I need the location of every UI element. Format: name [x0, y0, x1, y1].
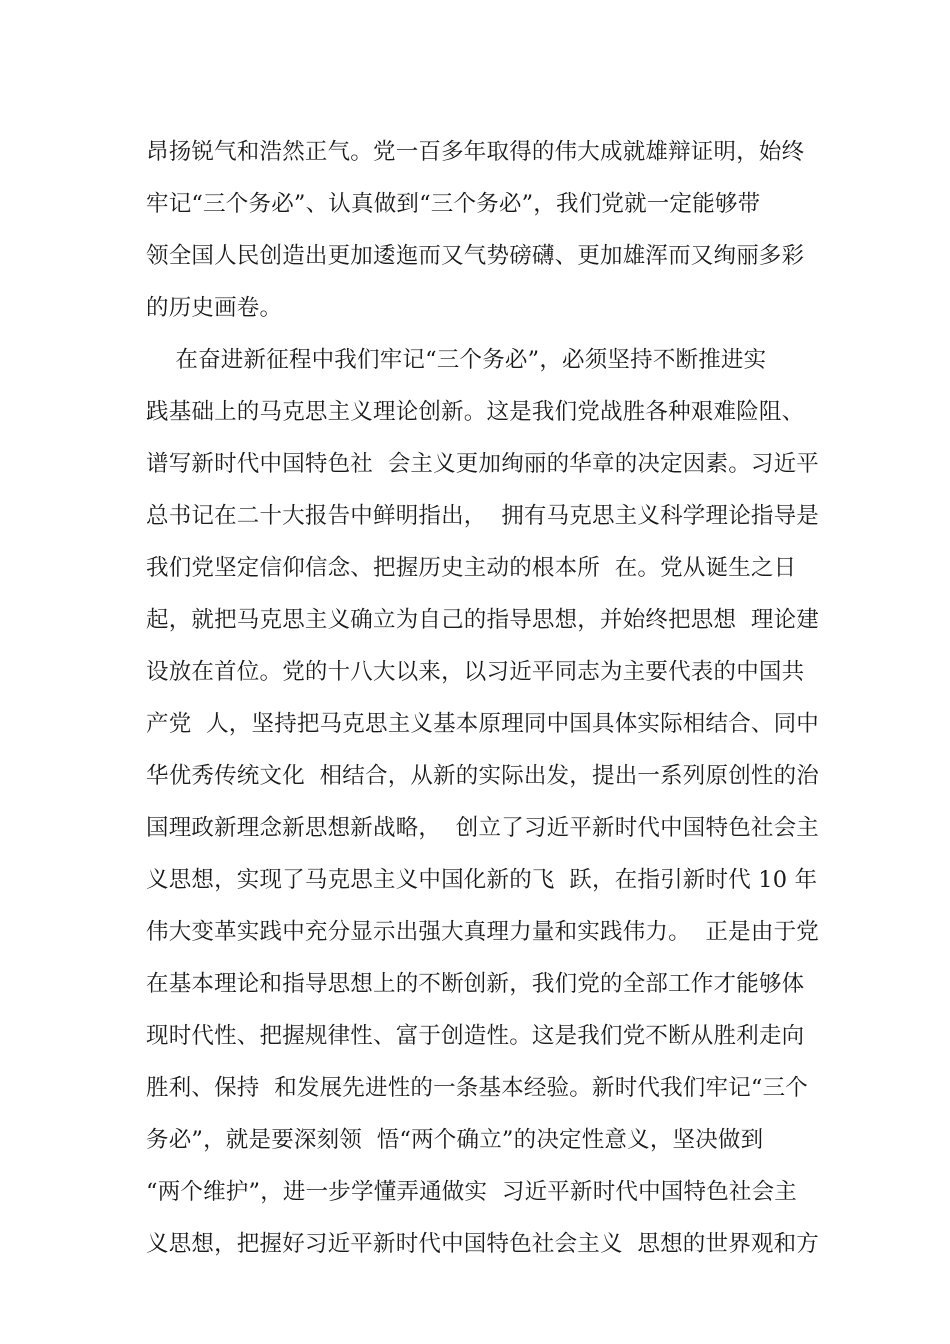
text-line: 领全国人民创造出更加逶迤而又气势磅礴、更加雄浑而又绚丽多彩: [146, 243, 805, 269]
text-line: 在基本理论和指导思想上的不断创新，我们党的全部工作才能够体: [146, 971, 805, 997]
text-line: 昂扬锐气和浩然正气。党一百多年取得的伟大成就雄辩证明，始终: [146, 139, 805, 165]
text-line: 华优秀传统文化 相结合，从新的实际出发，提出一系列原创性的治: [146, 763, 820, 789]
text-line: 践基础上的马克思主义理论创新。这是我们党战胜各种艰难险阻、: [146, 399, 805, 425]
text-line: 产党 人，坚持把马克思主义基本原理同中国具体实际相结合、同中: [146, 711, 820, 737]
text-line: 义思想，实现了马克思主义中国化新的飞 跃，在指引新时代 10 年: [146, 867, 818, 893]
text-line: 胜利、保持 和发展先进性的一条基本经验。新时代我们牢记“三个: [146, 1075, 809, 1101]
text-line: 牢记“三个务必”、认真做到“三个务必”，我们党就一定能够带: [146, 191, 761, 217]
text-line: 谱写新时代中国特色社 会主义更加绚丽的华章的决定因素。习近平: [146, 451, 820, 477]
text-line: 务必”，就是要深刻领 悟“两个确立”的决定性意义，坚决做到: [146, 1127, 764, 1153]
text-line: 起，就把马克思主义确立为自己的指导思想，并始终把思想 理论建: [146, 607, 820, 633]
text-line: 总书记在二十大报告中鲜明指出， 拥有马克思主义科学理论指导是: [146, 503, 820, 529]
body-text: [146, 130, 826, 1274]
text-line: 义思想，把握好习近平新时代中国特色社会主义 思想的世界观和方: [146, 1231, 820, 1257]
text-line: 在奋进新征程中我们牢记“三个务必”，必须坚持不断推进实: [146, 347, 767, 373]
text-line: 我们党坚定信仰信念、把握历史主动的根本所 在。党从诞生之日: [146, 555, 797, 581]
text-line: 的历史画卷。: [146, 295, 283, 321]
text-line: “两个维护”，进一步学懂弄通做实 习近平新时代中国特色社会主: [146, 1179, 798, 1205]
text-line: 伟大变革实践中充分显示出强大真理力量和实践伟力。 正是由于党: [146, 919, 820, 945]
text-line: 设放在首位。党的十八大以来，以习近平同志为主要代表的中国共: [146, 659, 805, 685]
text-line: 现时代性、把握规律性、富于创造性。这是我们党不断从胜利走向: [146, 1023, 805, 1049]
text-line: 国理政新理念新思想新战略， 创立了习近平新时代中国特色社会主: [146, 815, 820, 841]
